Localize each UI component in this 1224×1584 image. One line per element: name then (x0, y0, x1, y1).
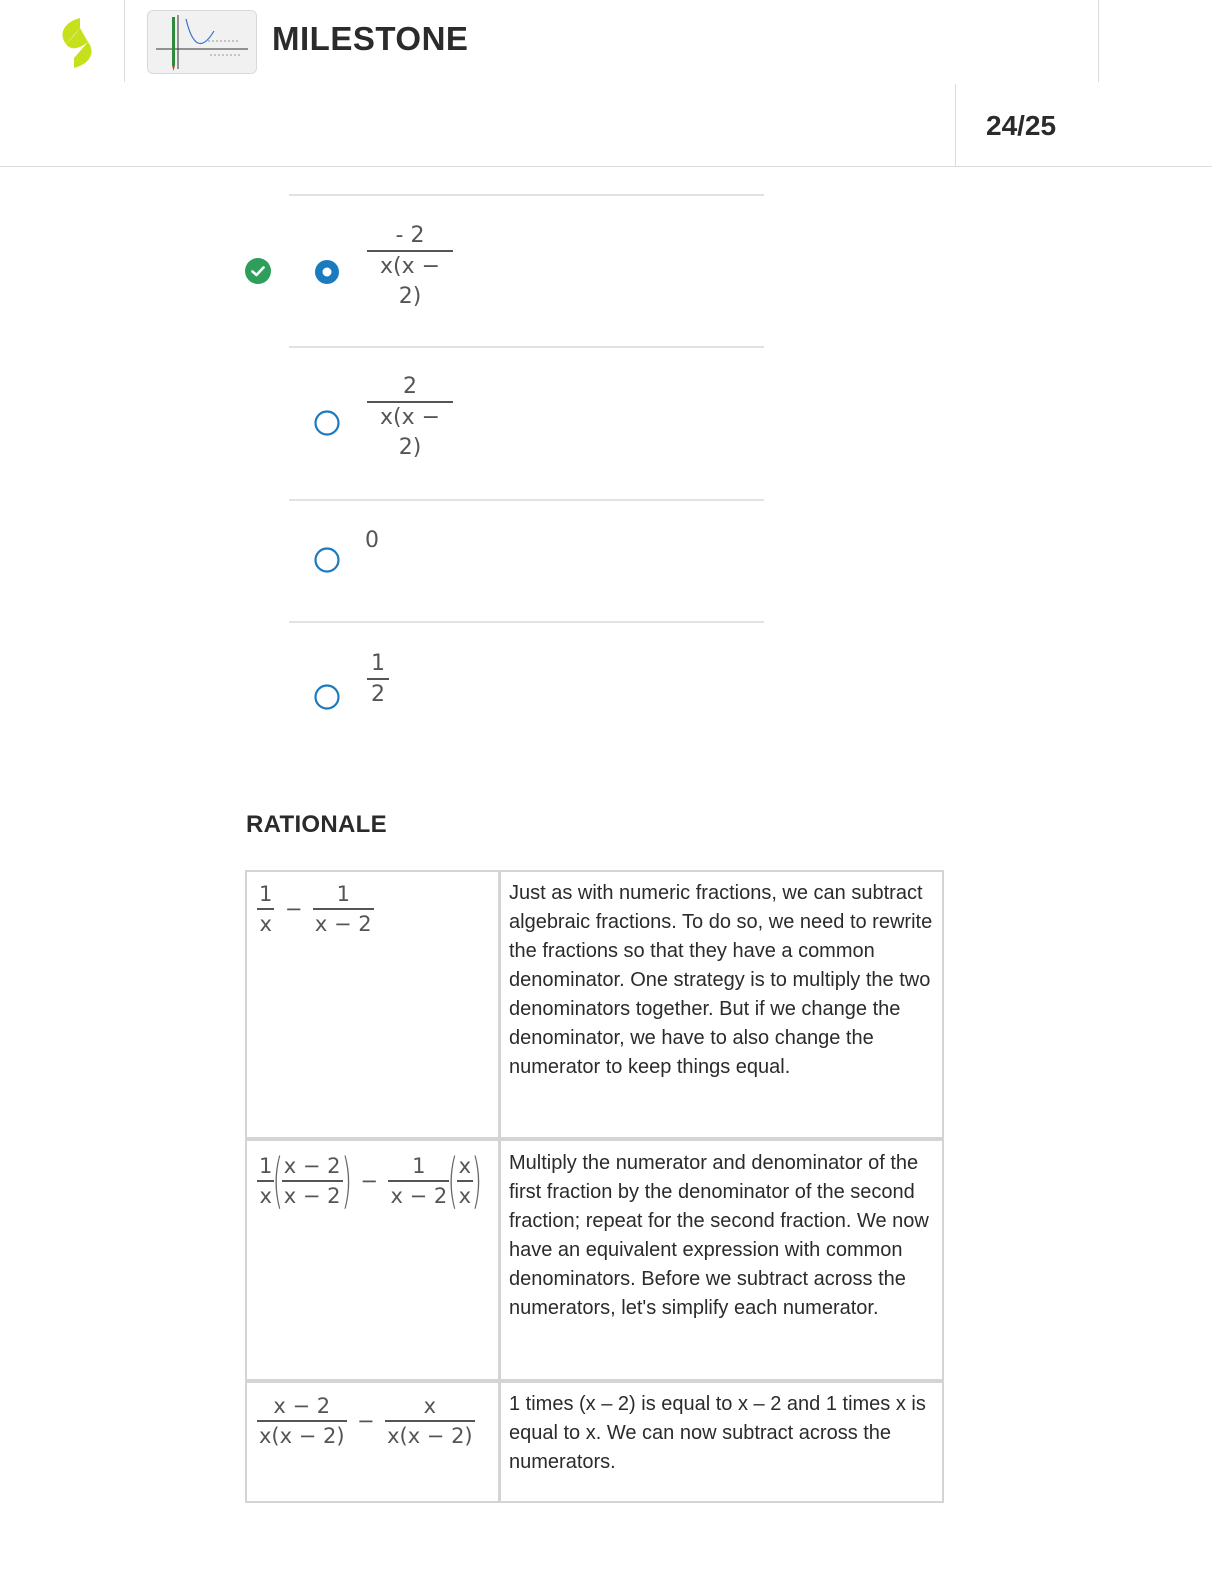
option-2-radio[interactable] (314, 410, 340, 436)
step-3-explanation: 1 times (x – 2) is equal to x – 2 and 1 times x is equal to x. We can now subtract across the numerators. (509, 1393, 926, 1473)
option-1-radio[interactable] (314, 259, 340, 285)
left-paren: ( (447, 1146, 459, 1216)
step-2-f2-denominator: x − 2 (390, 1183, 448, 1208)
step-2-expression (257, 1146, 483, 1216)
step-1-explanation: Just as with numeric fractions, we can subtract algebraic fractions. To do so, we need to rewrite the fractions so that they have a common denominator. One strategy is to multiply the two denominators together. But if we change the denominator, we have to also change the numerator to keep things equal. (509, 882, 933, 1078)
option-4-answer (367, 650, 389, 710)
rationale-heading: RATIONALE (246, 811, 387, 838)
step-3-operator: − (357, 1408, 375, 1433)
graph-thumbnail-icon (147, 10, 257, 74)
brand-title: MILESTONE (272, 20, 469, 57)
option-3-radio[interactable] (314, 547, 340, 573)
option-2-denominator: x(x − 2) (379, 404, 441, 460)
step-1-f2-denominator: x − 2 (314, 911, 372, 936)
step-2-f1-denominator: x (259, 1183, 272, 1208)
option-divider (289, 499, 764, 501)
step-2-p1-denominator: x − 2 (283, 1183, 341, 1208)
step-3-expression (257, 1392, 475, 1450)
step-2-f2-numerator: 1 (412, 1154, 426, 1179)
step-1-f1-denominator: x (259, 911, 272, 936)
left-paren: ( (272, 1146, 284, 1216)
option-2-numerator: 2 (403, 374, 417, 399)
option-divider (289, 346, 764, 348)
option-4-numerator: 1 (371, 651, 385, 676)
option-4-radio[interactable] (314, 684, 340, 710)
step-3-f1-denominator: x(x − 2) (259, 1423, 345, 1448)
step-2-operator: − (360, 1169, 379, 1193)
option-1-numerator: - 2 (395, 223, 425, 248)
option-3-answer: 0 (365, 528, 379, 553)
option-divider (289, 621, 764, 623)
step-1-expression (257, 880, 374, 938)
option-2-answer (367, 373, 453, 463)
step-2-f1-numerator: 1 (259, 1154, 273, 1179)
step-3-f2-denominator: x(x − 2) (387, 1423, 473, 1448)
option-1-answer (367, 222, 453, 312)
question-counter: 24/25 (986, 110, 1057, 141)
right-paren: ) (340, 1146, 352, 1216)
step-1-operator: − (284, 896, 303, 921)
step-2-p1-numerator: x − 2 (283, 1154, 341, 1179)
rationale-table (245, 870, 944, 1503)
correct-check-icon (245, 258, 271, 284)
step-1-f2-numerator: 1 (336, 882, 350, 906)
step-2-p2-numerator: x (458, 1154, 472, 1179)
step-3-f2-numerator: x (423, 1394, 437, 1418)
step-1-f1-numerator: 1 (259, 882, 273, 906)
step-2-p2-denominator: x (458, 1183, 472, 1208)
option-divider (289, 194, 764, 196)
right-paren: ) (471, 1146, 483, 1216)
option-1-denominator: x(x − 2) (379, 253, 441, 309)
option-4-denominator: 2 (371, 681, 385, 707)
step-2-explanation: Multiply the numerator and denominator of the first fraction by the denominator of the second fraction; repeat for the second fraction. We now have an equivalent expression with common denominators. Before we subtract across the numerators, let's simplify each numerator. (509, 1152, 929, 1319)
sophia-logo-icon[interactable] (56, 16, 98, 70)
step-3-f1-numerator: x − 2 (273, 1394, 331, 1418)
